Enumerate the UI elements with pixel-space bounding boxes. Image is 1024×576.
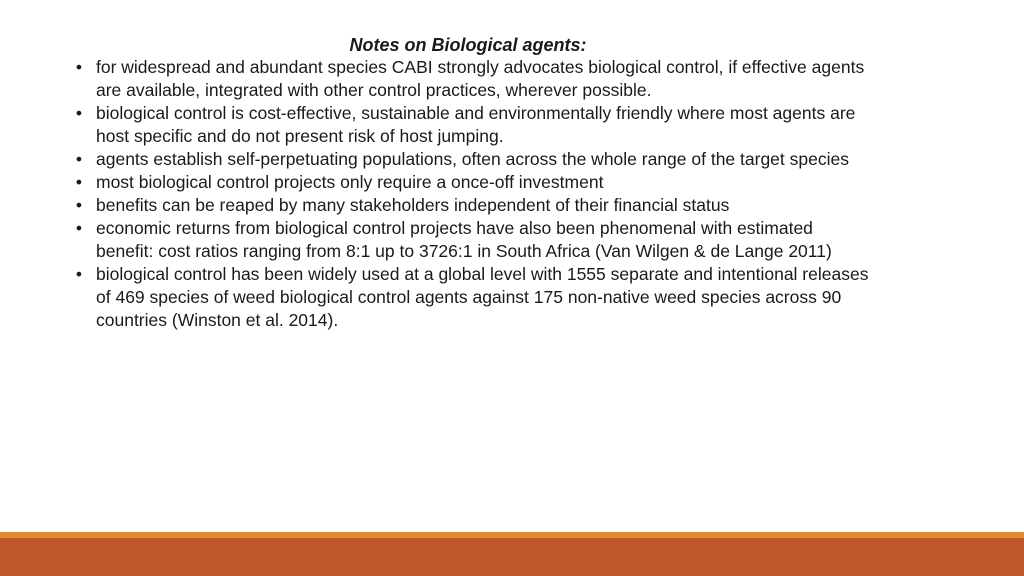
- bullet-icon: •: [75, 103, 83, 123]
- note-text: biological control is cost-effective, sustainable and environmentally friendly where most agents are host specific and do not present risk of host jumping.: [96, 103, 856, 146]
- bullet-icon: •: [75, 195, 83, 215]
- list-item: [72, 263, 872, 332]
- bullet-icon: •: [75, 264, 83, 284]
- list-item: [72, 148, 872, 171]
- note-text: for widespread and abundant species CABI strongly advocates biological control, if effective agents are available, integrated with other control practices, wherever possible.: [96, 57, 865, 100]
- note-text: most biological control projects only require a once-off investment: [96, 172, 604, 192]
- bullet-icon: •: [75, 57, 83, 77]
- footer-bar: [0, 538, 1024, 576]
- list-item: [72, 194, 872, 217]
- list-item: [72, 56, 872, 102]
- bullet-icon: •: [75, 172, 83, 192]
- list-item: [72, 217, 872, 263]
- note-text: economic returns from biological control projects have also been phenomenal with estimated benefit: cost ratios ranging from 8:1 up to 3726:1 in South Africa (Van Wilgen & de Lange 2011): [96, 218, 832, 261]
- list-item: [72, 102, 872, 148]
- bullet-icon: •: [75, 218, 83, 238]
- list-item: [72, 171, 872, 194]
- bullet-icon: •: [75, 149, 83, 169]
- note-text: agents establish self-perpetuating populations, often across the whole range of the target species: [96, 149, 849, 169]
- note-text: biological control has been widely used at a global level with 1555 separate and intentional releases of 469 species of weed biological control agents against 175 non-native weed species across 90 countries (Winston et al. 2014).: [96, 264, 869, 330]
- slide-title: Notes on Biological agents:: [349, 35, 587, 55]
- note-text: benefits can be reaped by many stakeholders independent of their financial status: [96, 195, 730, 215]
- notes-list: [72, 56, 872, 332]
